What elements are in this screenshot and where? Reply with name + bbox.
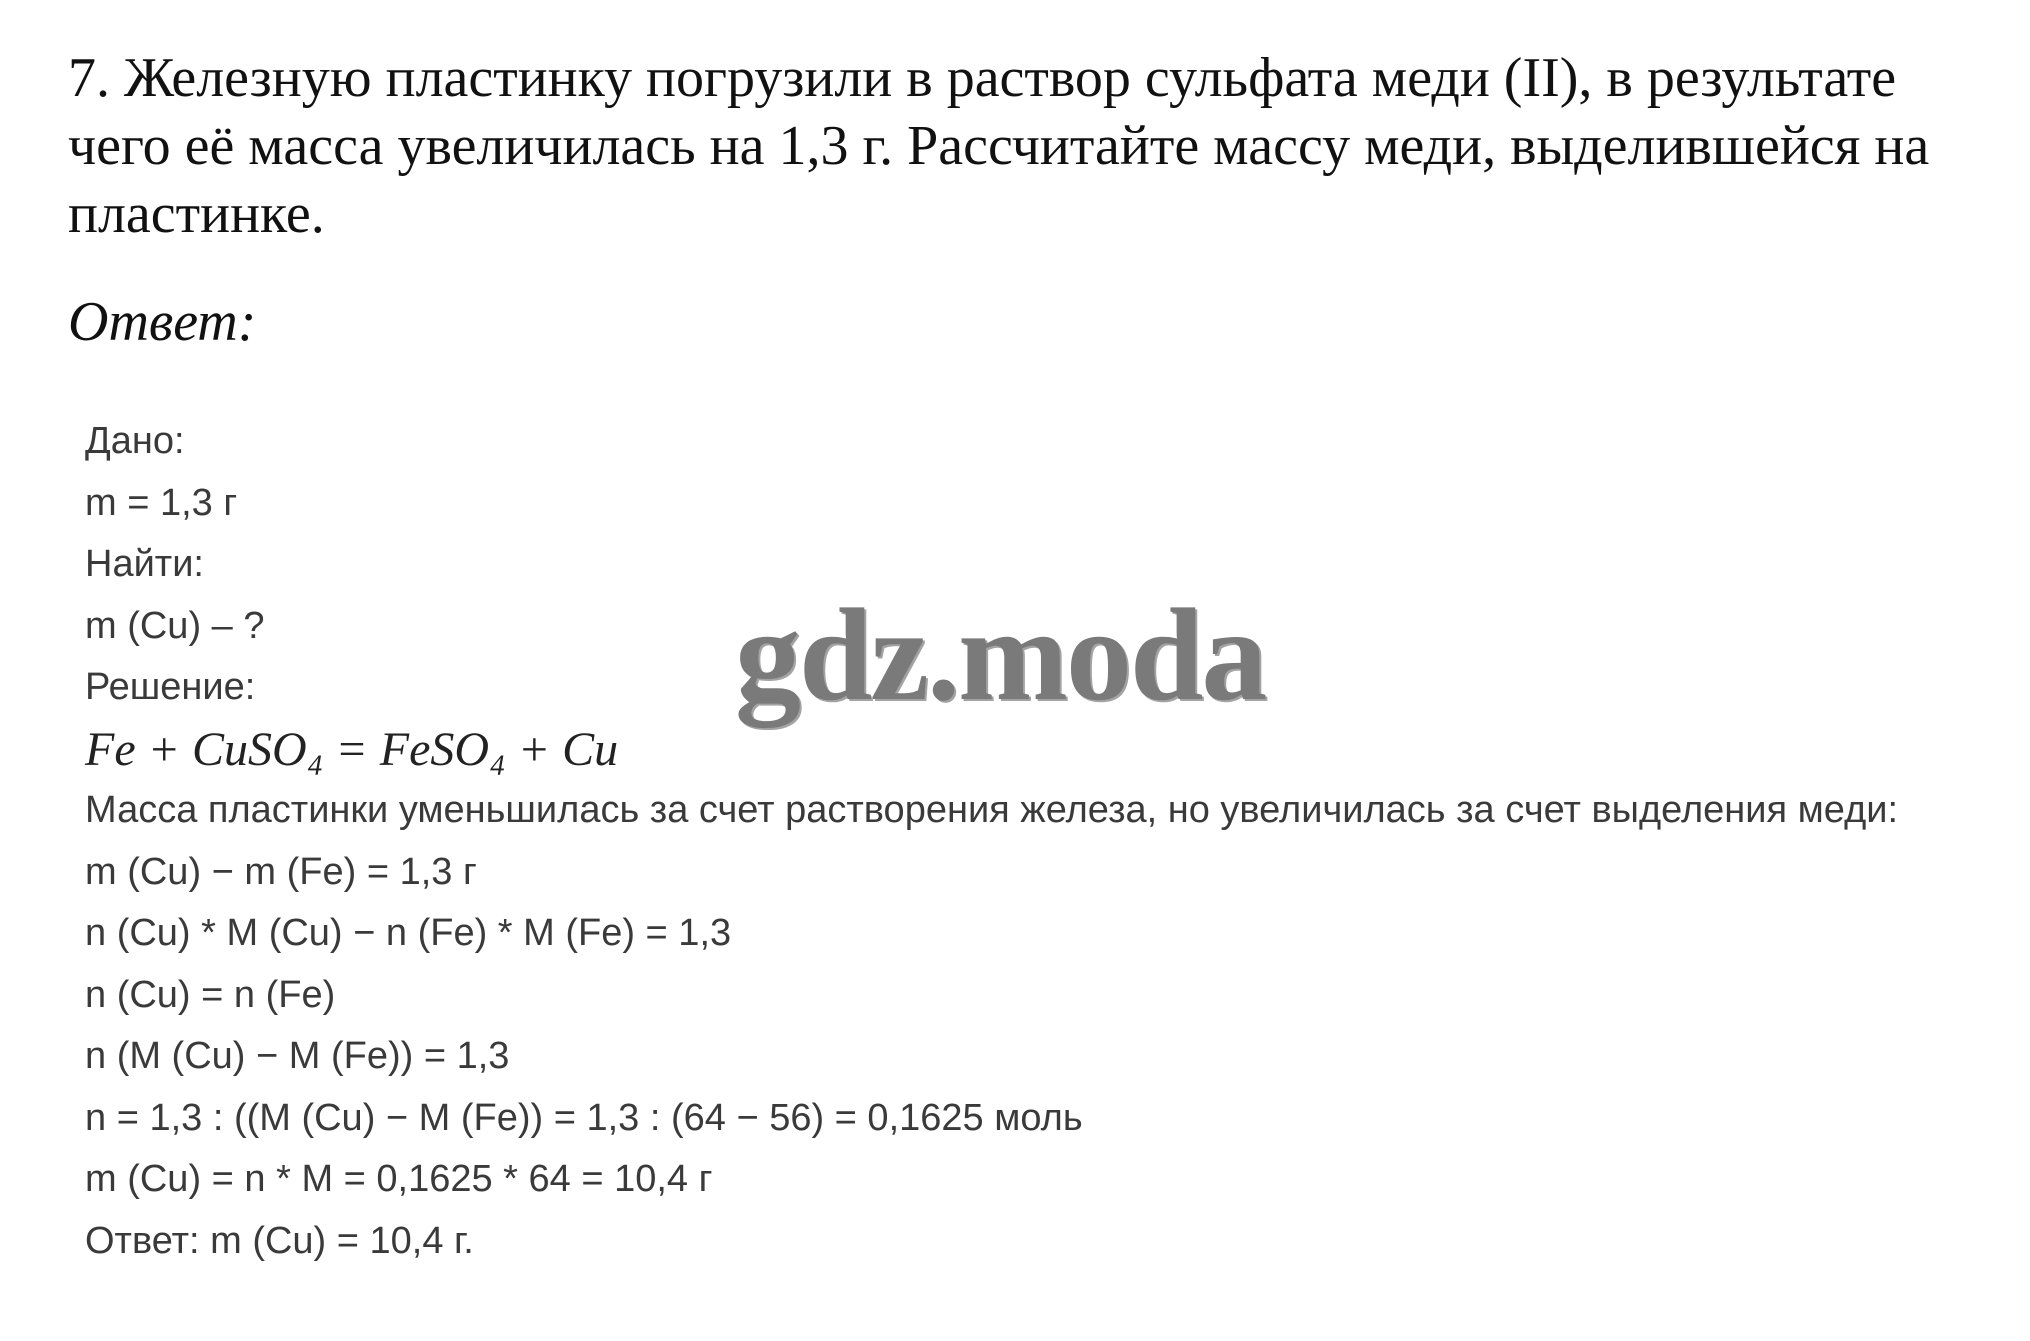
copper-mass-calculation-line: m (Cu) = n * M = 0,1625 * 64 = 10,4 г — [85, 1158, 713, 1200]
given-label: Дано: — [85, 420, 185, 462]
problem-statement: 7. Железную пластинку погрузили в раствор сульфата меди (II), в результате чего её масса увеличилась на 1,3 г. Рассчитайте массу меди, выделившейся на пластинке. — [68, 47, 1930, 245]
explanation-line: Масса пластинки уменьшилась за счет растворения железа, но увеличилась за счет выделения меди: — [85, 789, 1899, 831]
find-label: Найти: — [85, 543, 204, 585]
solution-label: Решение: — [85, 666, 256, 708]
solution-block — [85, 411, 2025, 1272]
find-copper-mass: m (Cu) – ? — [85, 604, 265, 647]
final-answer-line: Ответ: m (Cu) = 10,4 г. — [85, 1219, 474, 1262]
moles-molar-mass-line: n (Cu) * M (Cu) − n (Fe) * M (Fe) = 1,3 — [85, 912, 732, 954]
watermark: gdz.moda — [735, 581, 1266, 728]
moles-calculation-line: n = 1,3 : ((M (Cu) − M (Fe)) = 1,3 : (64 − 56) = 0,1625 моль — [85, 1096, 1083, 1139]
equal-moles-line: n (Cu) = n (Fe) — [85, 973, 336, 1016]
given-mass: m = 1,3 г — [85, 481, 238, 524]
answer-heading: Ответ: — [68, 291, 257, 353]
reaction-equation: Fe + CuSO₄ = FeSO₄ + Cu — [85, 722, 619, 776]
factored-line: n (M (Cu) − M (Fe)) = 1,3 — [85, 1035, 510, 1077]
mass-difference-line: m (Cu) − m (Fe) = 1,3 г — [85, 850, 477, 893]
